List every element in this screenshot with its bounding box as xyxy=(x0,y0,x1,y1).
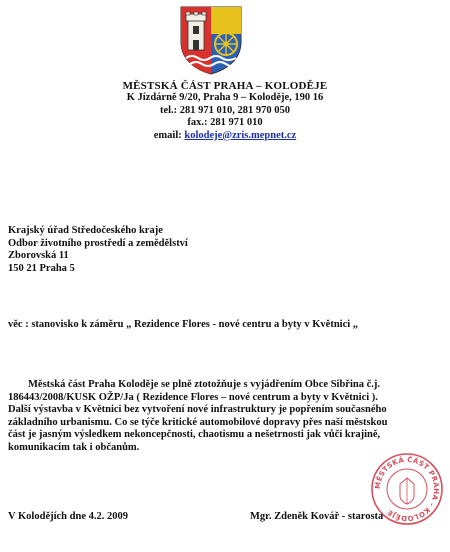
body-line-text: Městská část Praha Koloděje se plně ztotožňuje s vyjádřením Obce Sibřina č.j. xyxy=(28,379,381,390)
body-line: 186443/2008/KUSK OŽP/Ja ( Rezidence Flores – nové centrum a byty v Květnici ). xyxy=(8,391,378,403)
email-label: email: xyxy=(153,129,182,141)
addressee-line: 150 21 Praha 5 xyxy=(8,262,75,274)
addressee-block xyxy=(8,225,188,275)
coat-of-arms-icon xyxy=(178,4,244,76)
body-line: komunikacím tak i občanům. xyxy=(8,441,140,453)
place-and-date: V Kolodějích dne 4.2. 2009 xyxy=(8,511,128,522)
addressee-line: Krajský úřad Středočeského kraje xyxy=(8,225,163,236)
addressee-line: Odbor životního prostředí a zemědělství xyxy=(8,237,188,249)
phone-numbers: tel.: 281 971 010, 281 970 050 xyxy=(159,104,291,116)
email-link[interactable]: kolodeje@zris.mepnet.cz xyxy=(184,129,297,141)
signature-line: Mgr. Zdeněk Kovář - starosta xyxy=(250,511,384,522)
body-line xyxy=(8,379,428,392)
body-line: část je jasným výsledkem nekoncepčnosti, chaotismu a nešetrnosti jak vůči krajině, xyxy=(8,429,381,440)
body-line: Další výstavba v Květnici bez vytvoření nové infrastruktury je popřením současného xyxy=(8,404,387,415)
subject-line: věc : stanovisko k záměru „ Rezidence Flores - nové centru a byty v Květnici „ xyxy=(8,319,359,330)
email-line xyxy=(40,130,410,142)
municipality-name: MĚSTSKÁ ČÁST PRAHA – KOLODĚJE xyxy=(122,80,328,92)
stamp-text: MĚSTSKÁ ČÁST PRAHA - KOLODĚJE xyxy=(373,455,441,523)
letter-body xyxy=(8,379,428,454)
letterhead xyxy=(40,80,410,142)
municipality-address: K Jízdárně 9/20, Praha 9 – Koloděje, 190 16 xyxy=(126,92,324,104)
body-line: základního urbanismu. Co se týče kritické automobilové dopravy přes naší městskou xyxy=(8,416,388,428)
fax-number: fax.: 281 971 010 xyxy=(187,117,263,129)
addressee-line: Zborovská 11 xyxy=(8,250,69,262)
